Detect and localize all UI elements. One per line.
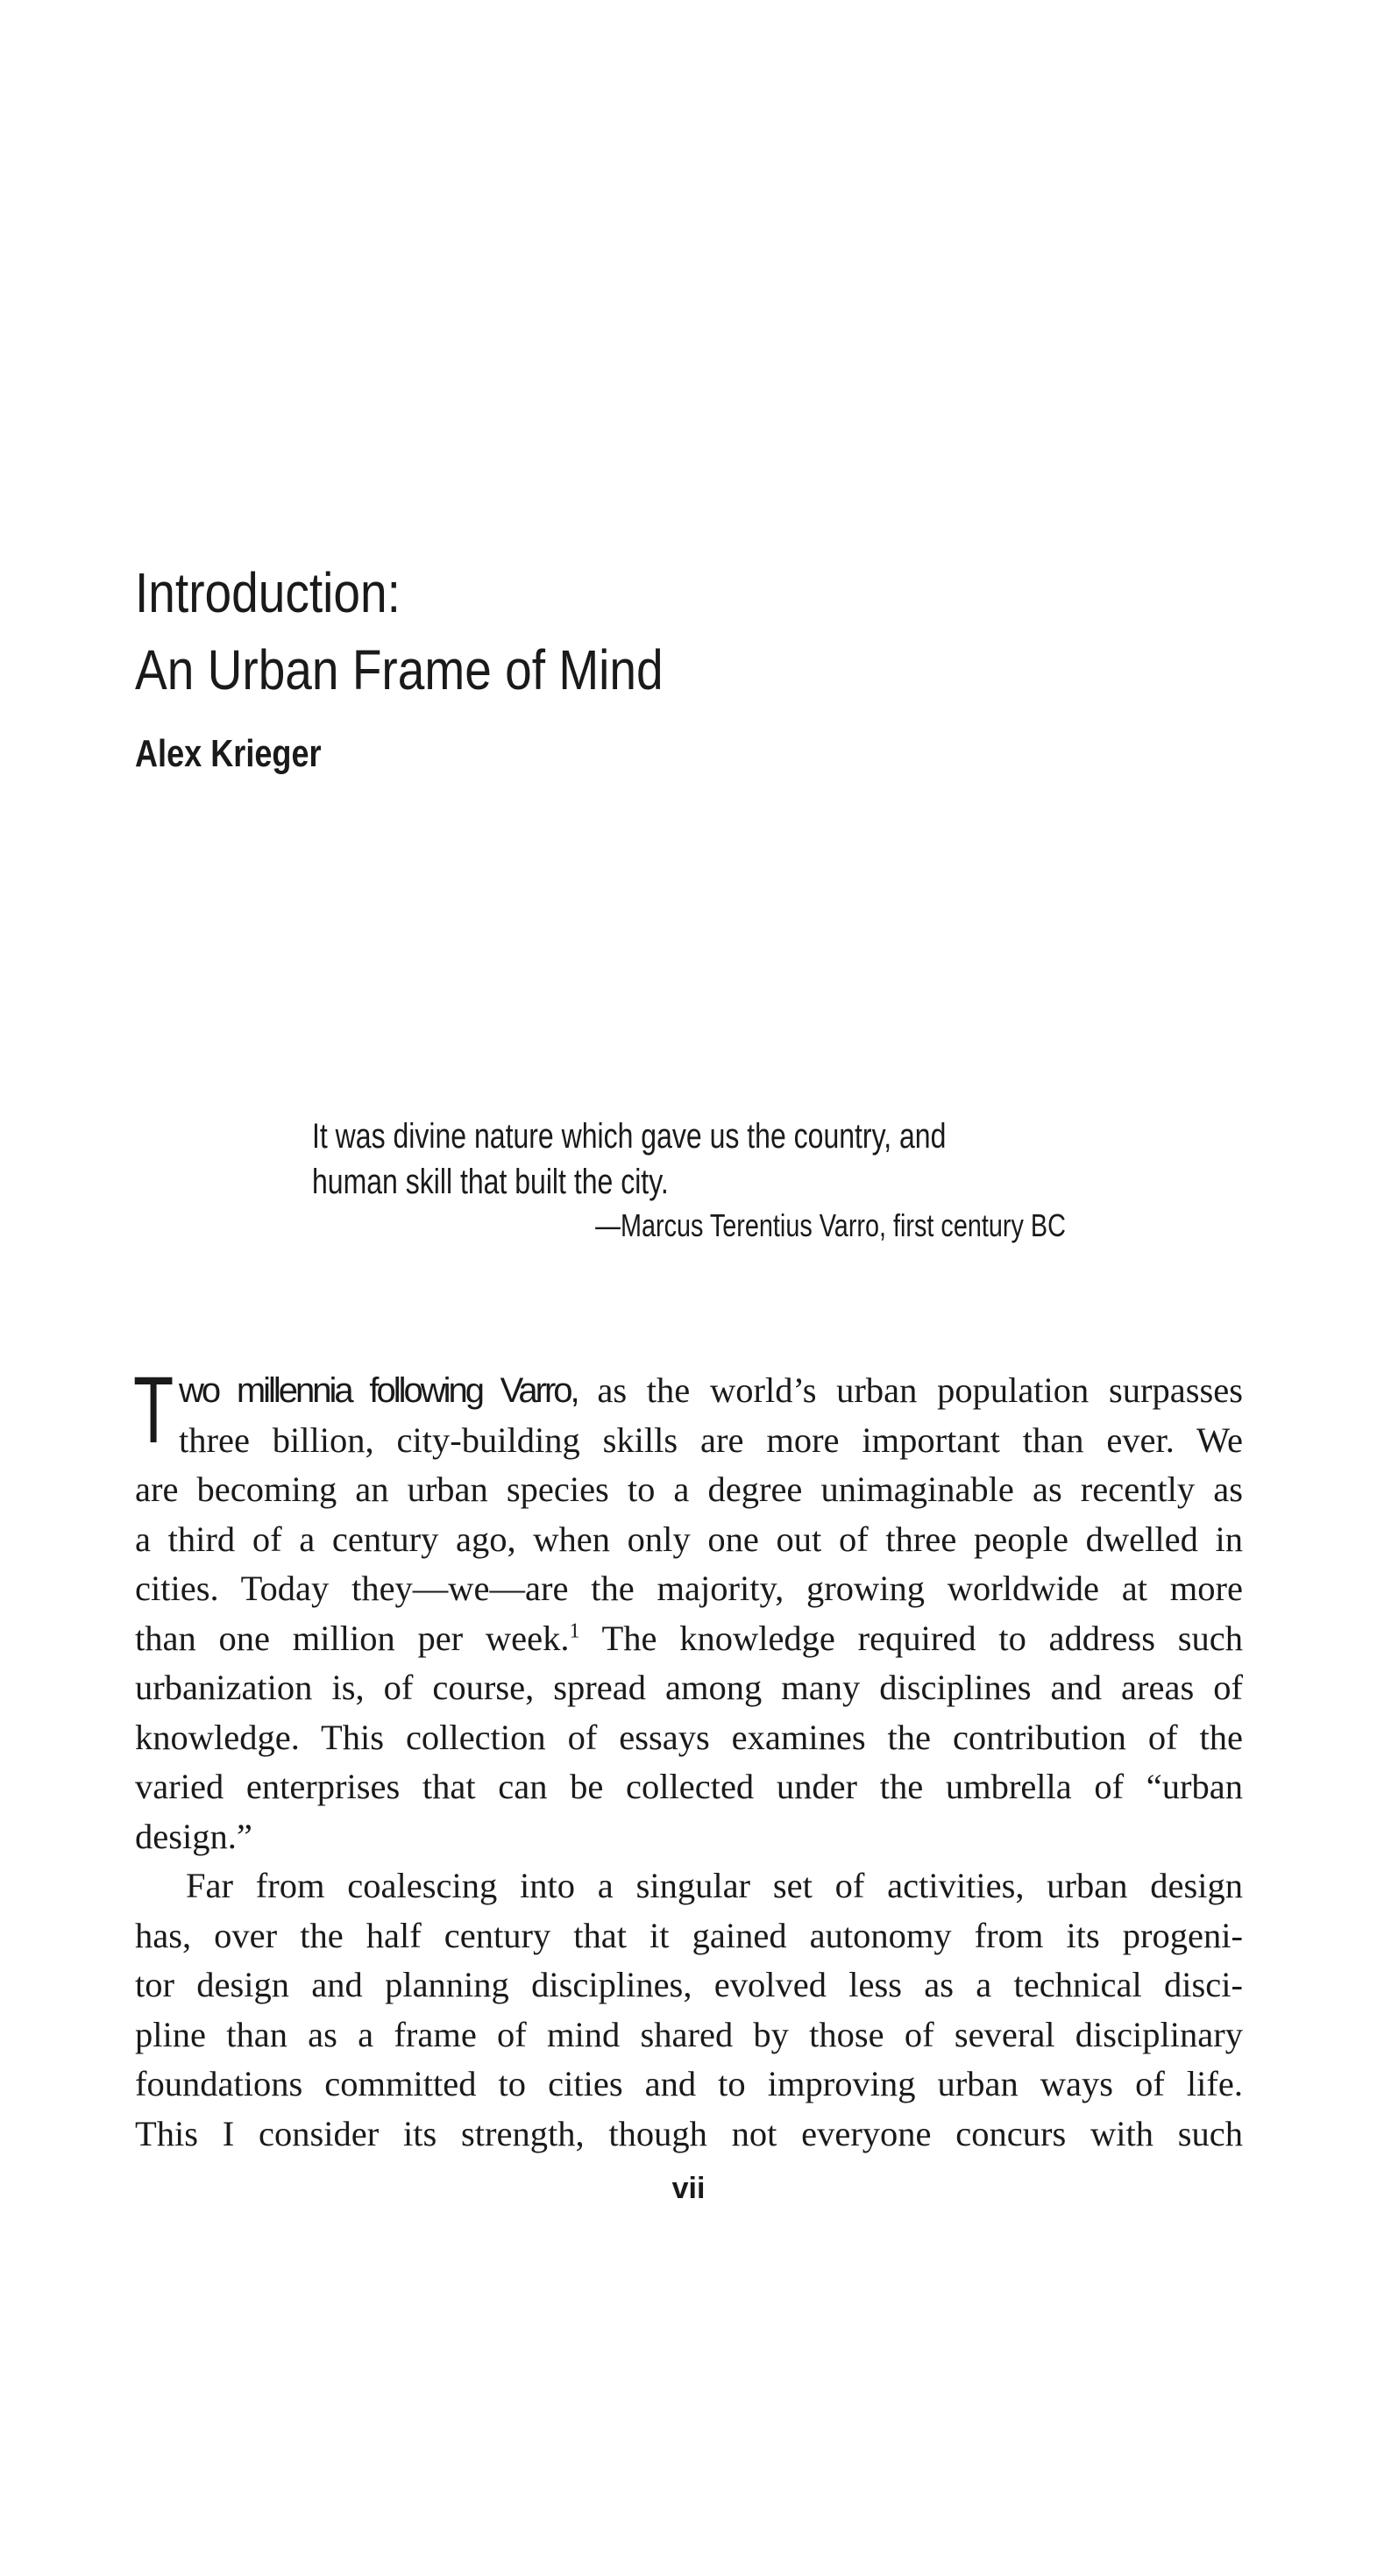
chapter-title-line-2: An Urban Frame of Mind [135, 638, 664, 701]
epigraph-quote [312, 1114, 947, 1205]
paragraph-1-line-7: urbanization is, of course, spread among many disciplines and areas of [135, 1668, 1243, 1707]
epigraph-line-1: It was divine nature which gave us the country, and [312, 1117, 947, 1156]
chapter-author: Alex Krieger [135, 732, 322, 775]
paragraph-1-line-6 [135, 1614, 1243, 1664]
paragraph-2-line-5: foundations committed to cities and to improving urban ways of life. [135, 2064, 1243, 2103]
epigraph [312, 1114, 1066, 1243]
paragraph-2-line-1: Far from coalescing into a singular set of activities, urban design [186, 1866, 1243, 1905]
epigraph-attribution: —Marcus Terentius Varro, first century BC [595, 1207, 1066, 1243]
paragraph-1-line-6-end: The knowledge required to address such [579, 1618, 1243, 1658]
epigraph-line-2: human skill that built the city. [312, 1163, 669, 1201]
body-text [133, 1356, 1243, 2159]
page-number: vii [671, 2172, 706, 2205]
paragraph-1-line-2: three billion, city-building skills are more important than ever. We [179, 1420, 1243, 1460]
paragraph-2-line-6: This I consider its strength, though not everyone concurs with such [135, 2113, 1243, 2153]
chapter-title [135, 554, 664, 708]
paragraph-1-line-6-start: than one million per week. [135, 1618, 570, 1658]
footnote-marker: 1 [569, 1619, 580, 1642]
paragraph-1-line-4: a third of a century ago, when only one out of three people dwelled in [135, 1519, 1243, 1559]
paragraph-1-line-1-rest: as the world’s urban population surpasses [577, 1370, 1243, 1410]
paragraph-1-line-10: design.” [135, 1816, 252, 1856]
drop-cap: T [133, 1356, 174, 1462]
paragraph-2-line-2: has, over the half century that it gained autonomy from its progeni- [135, 1915, 1243, 1955]
paragraph-1-line-3: are becoming an urban species to a degree unimaginable as recently as [135, 1469, 1243, 1509]
paragraph-1-line-8: knowledge. This collection of essays examines the contribution of the [135, 1717, 1243, 1757]
paragraph-2-line-4: pline than as a frame of mind shared by those of several disciplinary [135, 2014, 1243, 2054]
paragraph-1-line-5: cities. Today they—we—are the majority, growing worldwide at more [135, 1569, 1243, 1608]
chapter-title-line-1: Introduction: [135, 561, 401, 624]
paragraph-1-line-9: varied enterprises that can be collected under the umbrella of “urban [135, 1767, 1243, 1806]
paragraph-2-line-3: tor design and planning disciplines, evolved less as a technical disci- [135, 1965, 1243, 2004]
lead-in: wo millennia following Varro, [179, 1371, 578, 1410]
